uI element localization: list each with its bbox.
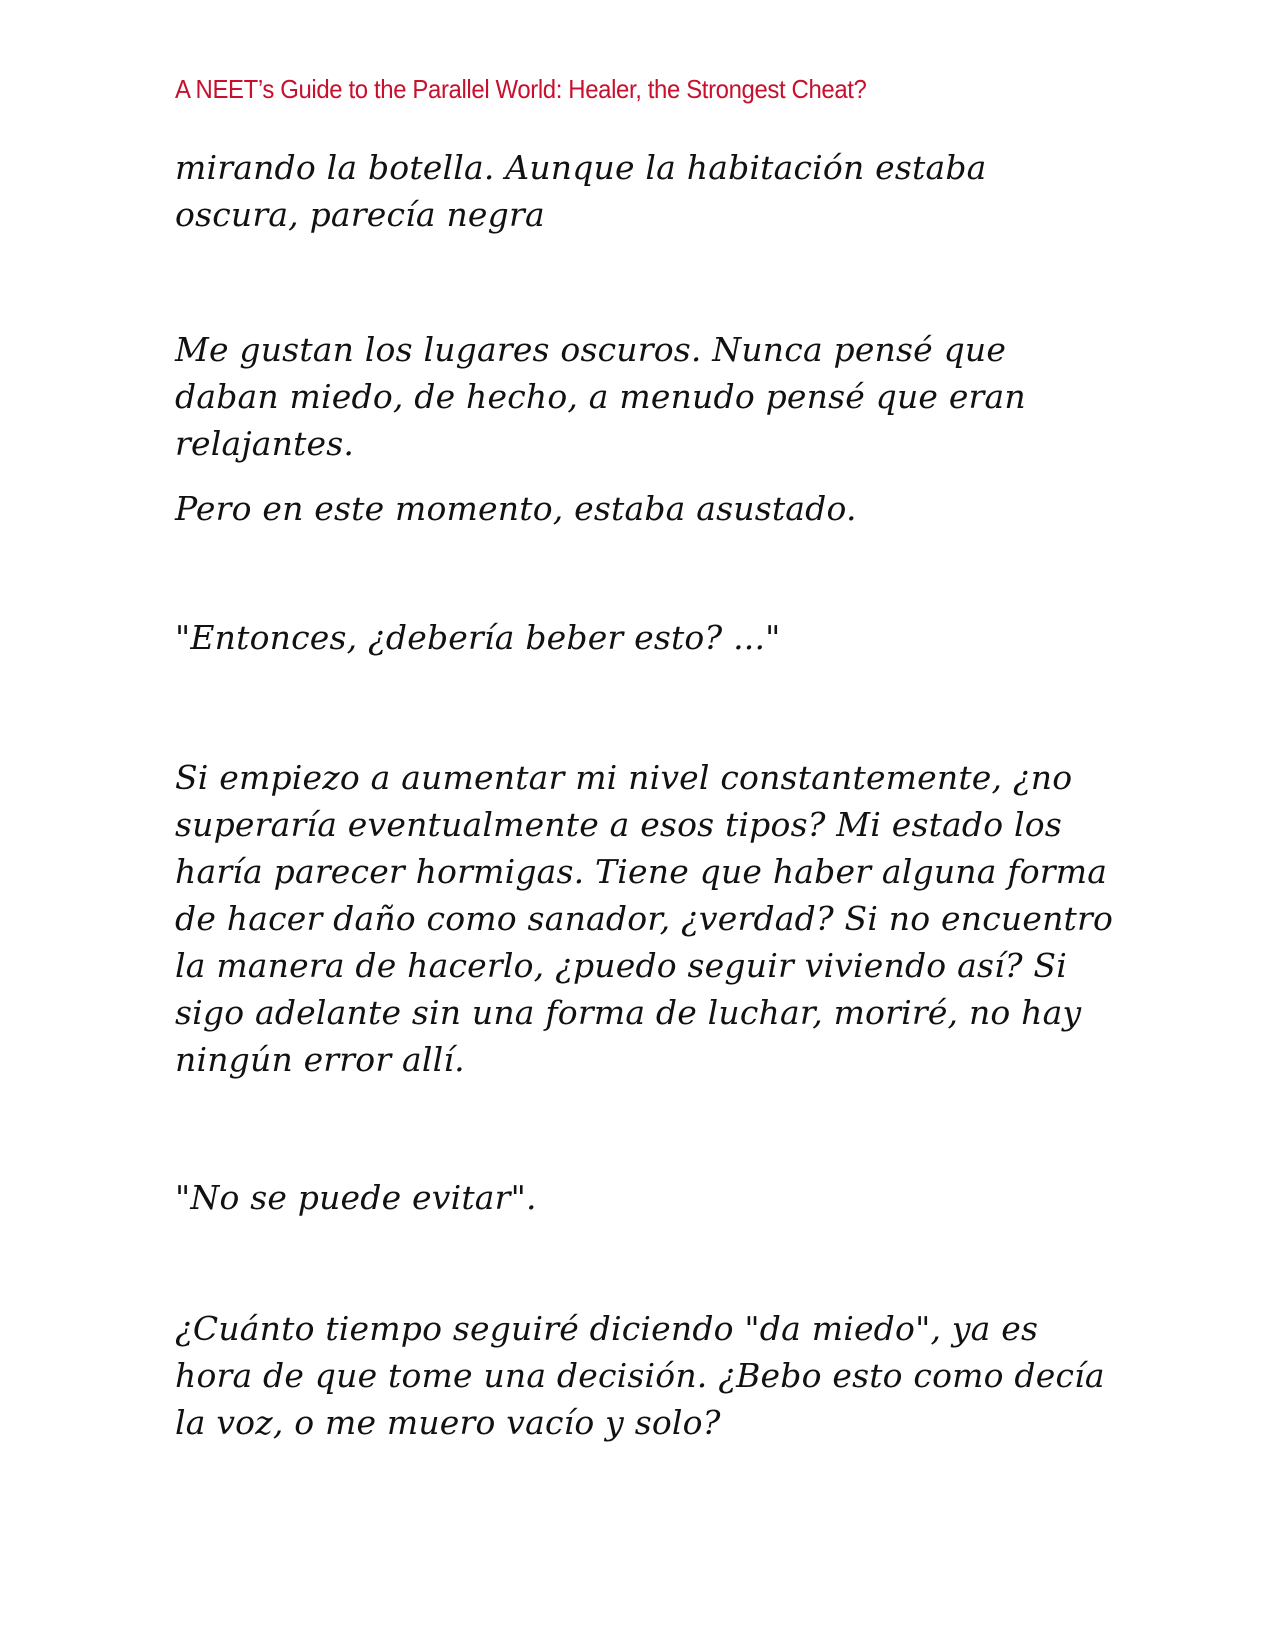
paragraph-6: "No se puede evitar". <box>175 1178 537 1217</box>
paragraph-1: mirando la botella. Aunque la habitación estaba oscura, parecía negra <box>175 148 987 234</box>
paragraph-5: Si empiezo a aumentar mi nivel constantemente, ¿no superaría eventualmente a esos tipos? Mi estado los haría parecer hormigas. Tiene que haber alguna forma de hacer daño como sanador, ¿verdad? Si no encuentro la manera de hacerlo, ¿puedo seguir viviendo así? Si sigo adelante sin una forma de luchar, moriré, no hay ningún error allí. <box>175 758 1114 1079</box>
paragraph-2: Me gustan los lugares oscuros. Nunca pensé que daban miedo, de hecho, a menudo pensé que eran relajantes. <box>175 330 1026 463</box>
paragraph-4: "Entonces, ¿debería beber esto? ..." <box>175 618 781 657</box>
paragraph-7: ¿Cuánto tiempo seguiré diciendo "da miedo", ya es hora de que tome una decisión. ¿Bebo esto como decía la voz, o me muero vacío y solo? <box>175 1309 1105 1442</box>
running-header-title: A NEET’s Guide to the Parallel World: Healer, the Strongest Cheat? <box>175 74 867 104</box>
paragraph-3: Pero en este momento, estaba asustado. <box>175 489 857 528</box>
